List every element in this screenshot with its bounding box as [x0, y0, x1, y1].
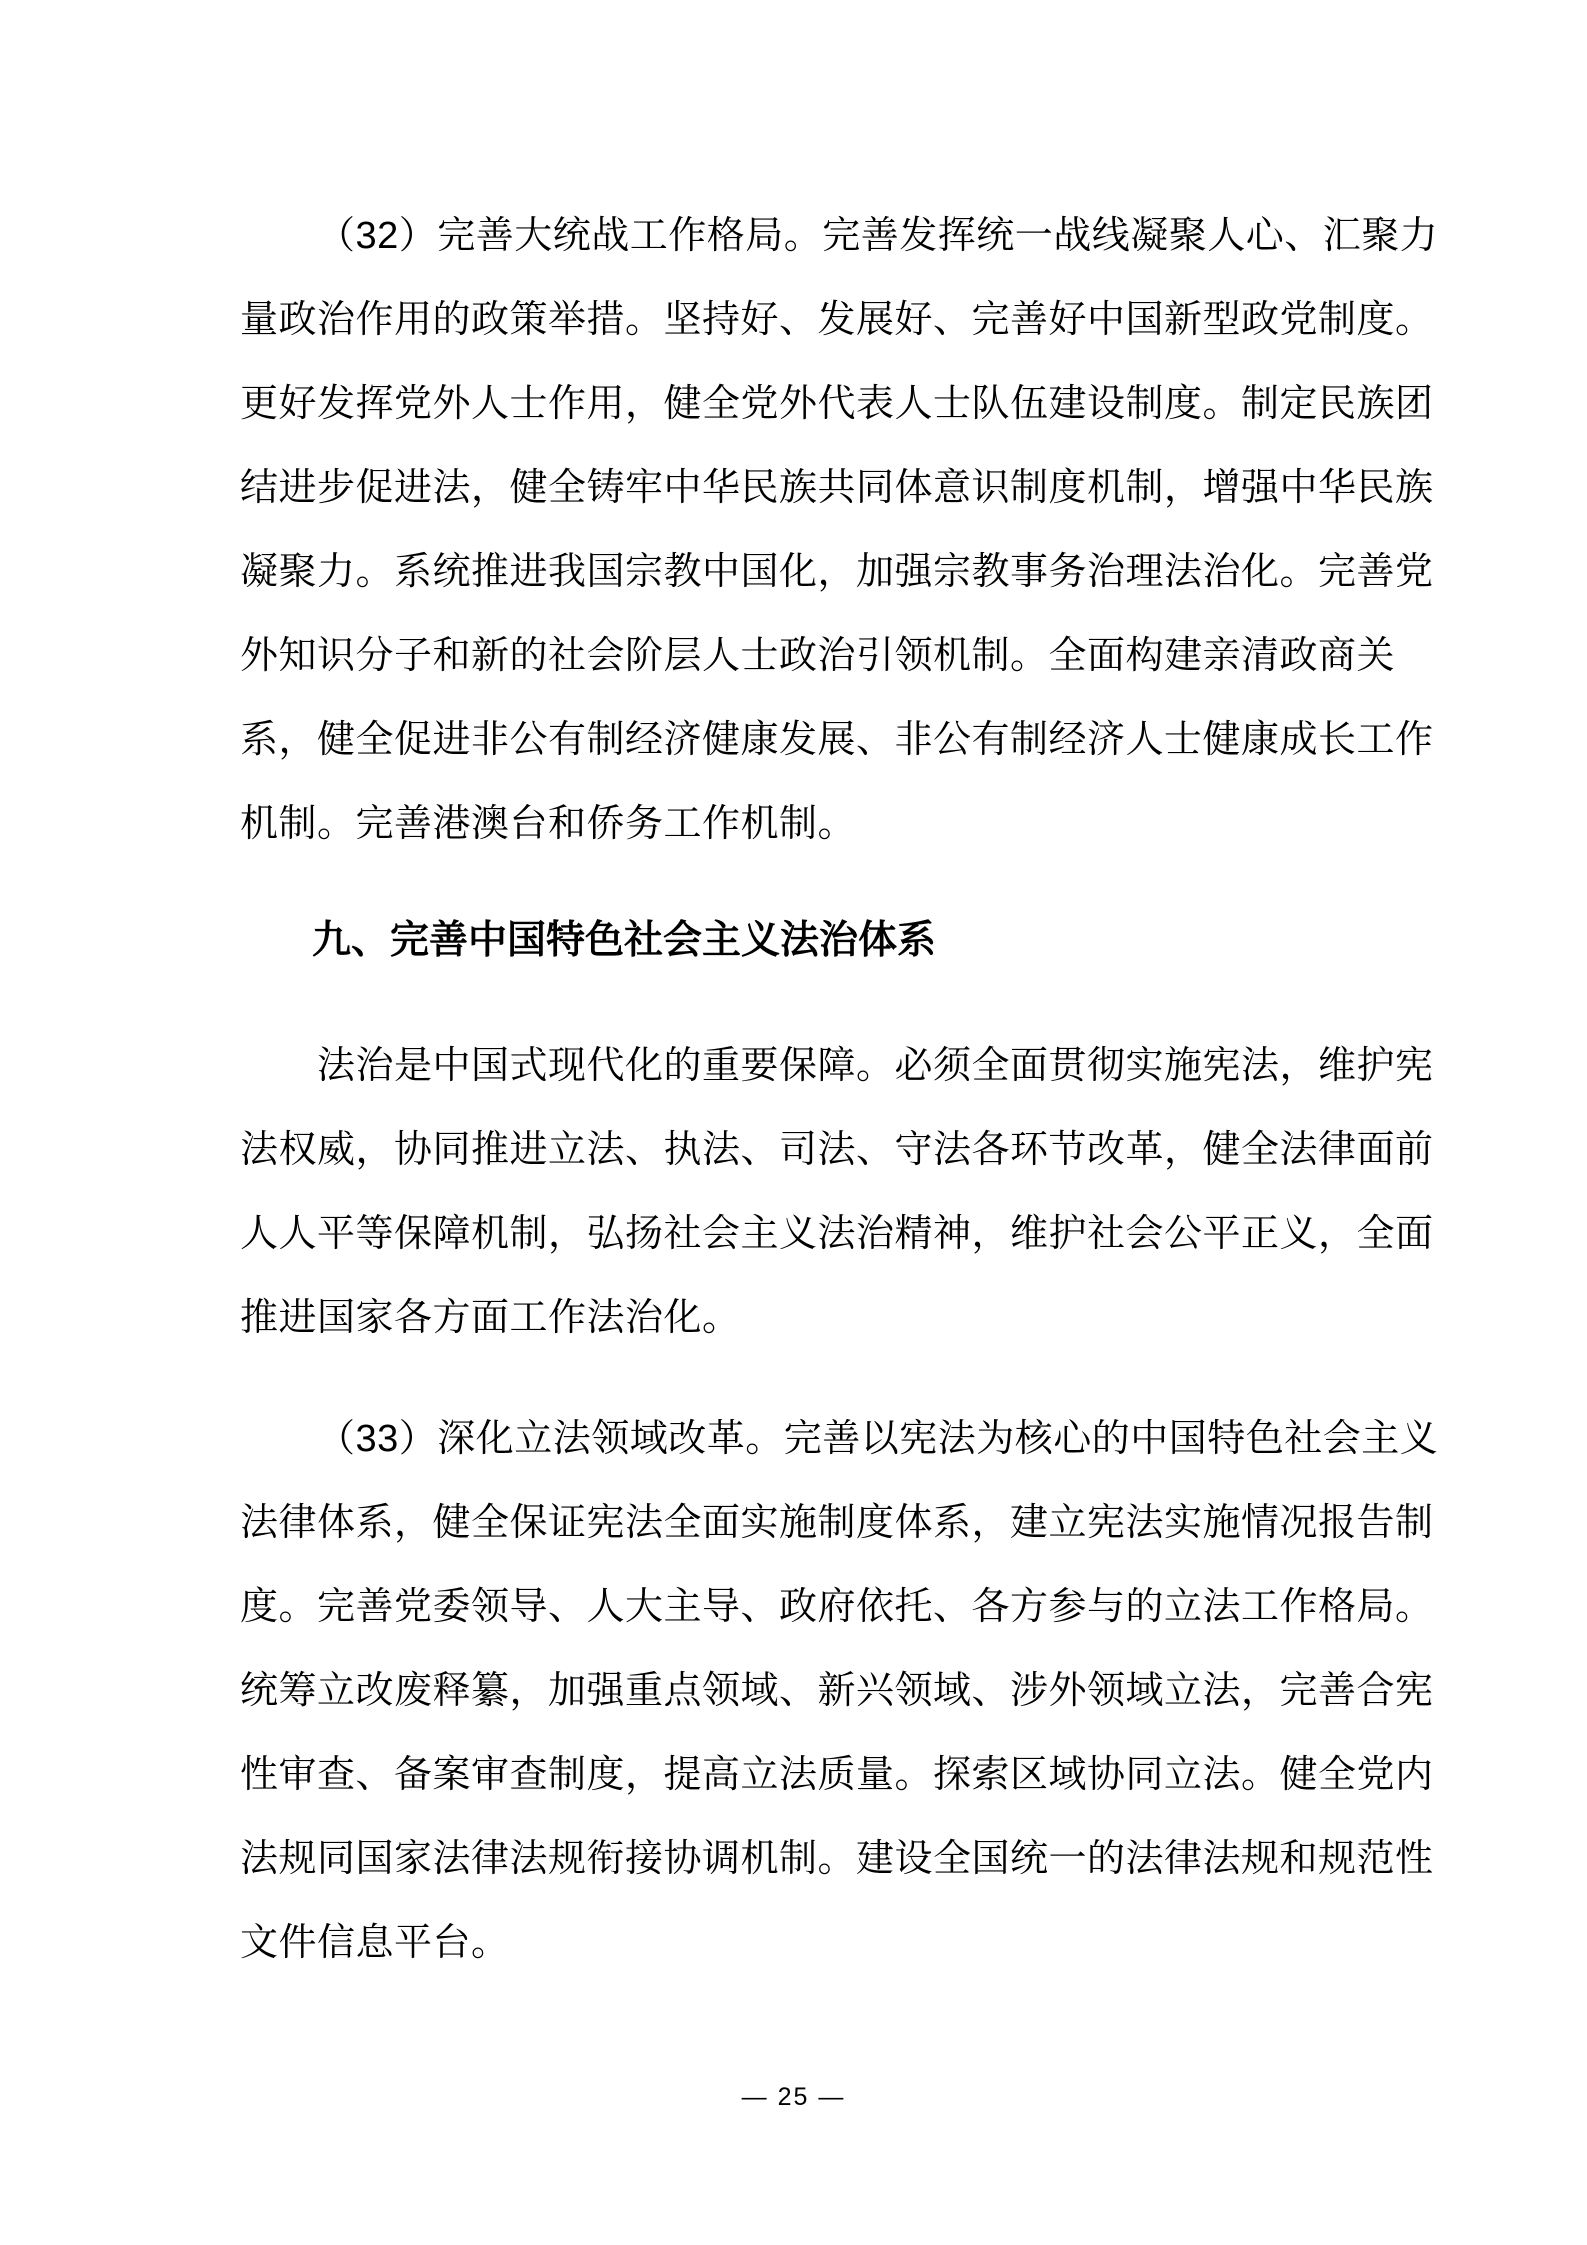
- text-line: 系，健全促进非公有制经济健康发展、非公有制经济人士健康成长工作: [240, 719, 1434, 761]
- text-line: 法规同国家法律法规衔接协调机制。建设全国统一的法律法规和规范性: [240, 1838, 1434, 1880]
- page-footer: [0, 2082, 1587, 2112]
- paragraph-33: [240, 1397, 1439, 1985]
- text-line: （33）深化立法领域改革。完善以宪法为核心的中国特色社会主义: [317, 1418, 1439, 1460]
- text-line: 结进步促进法，健全铸牢中华民族共同体意识制度机制，增强中华民族: [240, 467, 1434, 509]
- text-line: 量政治作用的政策举措。坚持好、发展好、完善好中国新型政党制度。: [240, 299, 1434, 341]
- text-line: 性审查、备案审查制度，提高立法质量。探索区域协同立法。健全党内: [240, 1754, 1434, 1796]
- text-line: 法律体系，健全保证宪法全面实施制度体系，建立宪法实施情况报告制: [240, 1502, 1434, 1544]
- text-line: （32）完善大统战工作格局。完善发挥统一战线凝聚人心、汇聚力: [317, 215, 1439, 257]
- text-line: 法治是中国式现代化的重要保障。必须全面贯彻实施宪法，维护宪: [317, 1045, 1434, 1087]
- text-line: 机制。完善港澳台和侨务工作机制。: [240, 803, 857, 845]
- text-line: 人人平等保障机制，弘扬社会主义法治精神，维护社会公平正义，全面: [240, 1213, 1434, 1255]
- text-line: 凝聚力。系统推进我国宗教中国化，加强宗教事务治理法治化。完善党: [240, 551, 1434, 593]
- section-9-heading: 九、完善中国特色社会主义法治体系: [312, 919, 937, 962]
- text-line: 推进国家各方面工作法治化。: [240, 1297, 741, 1339]
- text-line: 更好发挥党外人士作用，健全党外代表人士队伍建设制度。制定民族团: [240, 383, 1434, 425]
- text-line: 外知识分子和新的社会阶层人士政治引领机制。全面构建亲清政商关: [240, 635, 1396, 677]
- text-line: 法权威，协同推进立法、执法、司法、守法各环节改革，健全法律面前: [240, 1129, 1434, 1171]
- text-line: 统筹立改废释纂，加强重点领域、新兴领域、涉外领域立法，完善合宪: [240, 1670, 1434, 1712]
- paragraph-32: [240, 194, 1439, 866]
- page-number: — 25 —: [741, 2083, 846, 2111]
- text-line: 文件信息平台。: [240, 1922, 510, 1964]
- paragraph-rule-of-law-intro: [240, 1024, 1434, 1360]
- text-line: 度。完善党委领导、人大主导、政府依托、各方参与的立法工作格局。: [240, 1586, 1434, 1628]
